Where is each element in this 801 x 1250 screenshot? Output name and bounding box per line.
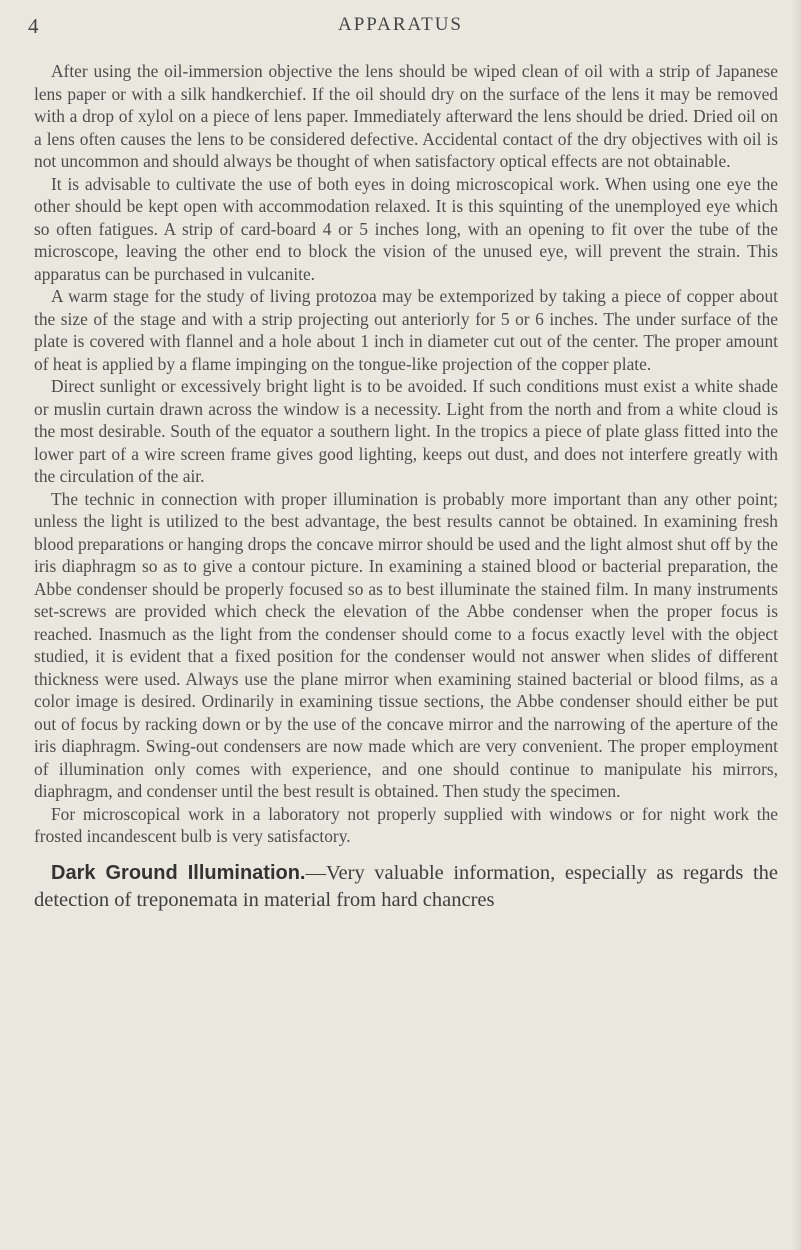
paragraph-night-work: For microscopical work in a laboratory not properly supplied with windows or for night work the frosted incandescent bulb is very satisfactory. <box>34 803 778 846</box>
section-text: —Very valuable information, especially as regards the detection of treponemata in material from hard chancres <box>34 861 778 911</box>
paragraph-both-eyes: It is advisable to cultivate the use of both eyes in doing microscopical work. When using one eye the other should be kept open with accommodation relaxed. It is this squinting of the unemployed eye which so often fatigues. A strip of card-board 4 or 5 inches long, with an opening to fit over the tube of the microscope, leaving the other end to block the vision of the unused eye, will prevent the strain. This apparatus can be purchased in vulcanite. <box>34 173 778 284</box>
paragraph-oil-immersion: After using the oil-immersion objective the lens should be wiped clean of oil with a strip of Japanese lens paper or with a silk handkerchief. If the oil should dry on the surface of the lens it may be removed with a drop of xylol on a piece of lens paper. Immediately afterward the lens should be dried. Dried oil on a lens often causes the lens to be considered defective. Accidental contact of the dry objectives with oil is not uncommon and should always be thought of when satisfactory optical effects are not obtainable. <box>34 61 778 171</box>
running-head: APPARATUS <box>337 14 463 35</box>
paragraph-direct-sunlight: Direct sunlight or excessively bright light is to be avoided. If such conditions must exist a white shade or muslin curtain drawn across the window is a necessity. Light from the north and from a white cloud is the most desirable. South of the equator a southern light. In the tropics a piece of plate glass fitted into the lower part of a wire screen frame gives good lighting, keeps out dust, and does not interfere greatly with the circulation of the air. <box>34 376 778 486</box>
paragraph-illumination-technic: The technic in connection with proper illumination is probably more important than any other point; unless the light is utilized to the best advantage, the best results cannot be obtained. In examining fresh blood preparations or hanging drops the concave mirror should be used and the light almost shut off by the iris diaphragm so as to give a contour picture. In examining a stained blood or bacterial preparation, the Abbe condenser should be properly focused so as to best illuminate the stained film. In many instruments set-screws are provided which check the elevation of the Abbe condenser when the proper focus is reached. Inasmuch as the light from the condenser should come to a focus exactly level with the object studied, it is evident that a fixed position for the condenser would not answer when slides of different thickness were used. Always use the plane mirror when examining stained bacterial or blood films, as a color image is desired. Ordinarily in examining tissue sections, the Abbe condenser should either be put out of focus by racking down or by the use of the concave mirror and the narrowing of the aperture of the iris diaphragm. Swing-out condensers are now made which are very convenient. The proper employment of illumination only comes with experience, and one should continue to manipulate his mirrors, diaphragm, and condenser until the best result is obtained. Then study the specimen. <box>34 488 778 801</box>
section-dark-ground <box>34 860 778 914</box>
section-heading: Dark Ground Illumination. <box>51 861 306 884</box>
paragraph-warm-stage: A warm stage for the study of living protozoa may be extemporized by taking a piece of copper about the size of the stage and with a strip projecting out anteriorly for 5 or 6 inches. The under surface of the plate is covered with flannel and a hole about 1 inch in diameter cut out of the center. The proper amount of heat is applied by a flame impinging on the tongue-like projection of the copper plate. <box>34 286 778 374</box>
page-edge-shadow <box>791 0 801 1250</box>
page-header <box>0 14 801 38</box>
page-number: 4 <box>28 14 39 38</box>
body-text <box>34 60 778 914</box>
